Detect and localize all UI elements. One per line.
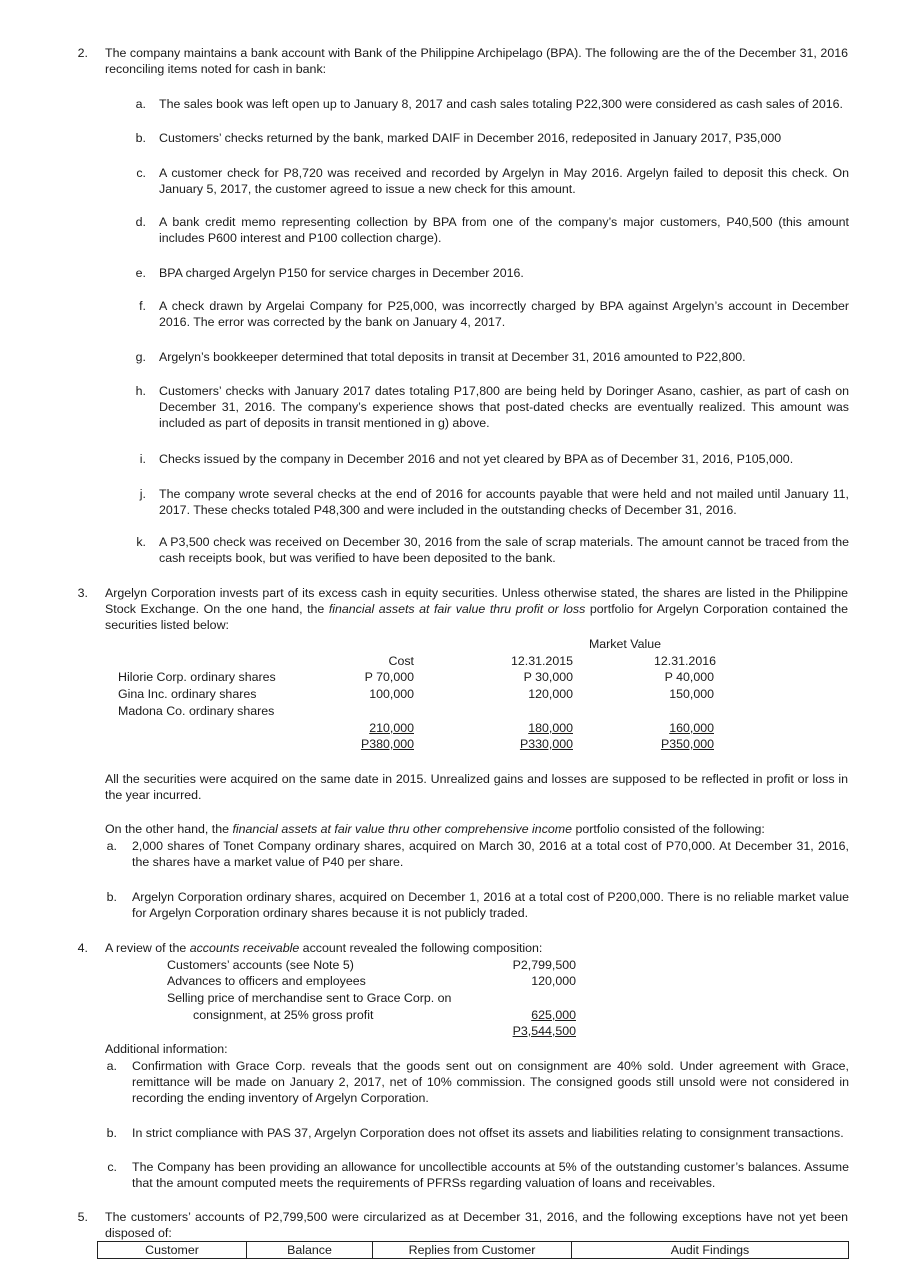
item-4a-letter: a. bbox=[106, 1059, 117, 1073]
security-cost: P 70,000 bbox=[364, 670, 414, 684]
total-cost: P380,000 bbox=[360, 737, 414, 751]
item-5-text: The customers’ accounts of P2,799,500 were circularized as at December 31, 2016, and the following exceptions have not yet been disposed of: bbox=[105, 1210, 848, 1240]
item-3-note: All the securities were acquired on the same date in 2015. Unrealized gains and losses are supposed to be reflected in profit or loss in the year incurred. bbox=[105, 772, 848, 802]
ar-total: P3,544,500 bbox=[512, 1024, 576, 1038]
col-customer: Customer bbox=[98, 1242, 247, 1259]
item-4b-text: In strict compliance with PAS 37, Argelyn Corporation does not offset its assets and liabilities relating to consignment transactions. bbox=[132, 1126, 844, 1140]
ar-row-label: consignment, at 25% gross profit bbox=[193, 1008, 374, 1022]
item-2g-letter: g. bbox=[135, 350, 146, 364]
security-name: Madona Co. ordinary shares bbox=[118, 704, 275, 718]
item-4c-letter: c. bbox=[107, 1160, 117, 1174]
item-2f-letter: f. bbox=[139, 299, 146, 313]
item-2f-text: A check drawn by Argelai Company for P25,000, was incorrectly charged by BPA against Argelyn’s account in December 2016. The error was corrected by the bank on January 4, 2017. bbox=[159, 299, 849, 329]
item-3-number: 3. bbox=[77, 586, 88, 600]
security-name: Gina Inc. ordinary shares bbox=[118, 687, 257, 701]
ar-row-amount: 120,000 bbox=[531, 974, 576, 988]
item-4-intro: A review of the accounts receivable account revealed the following composition: bbox=[105, 941, 543, 955]
total-mv2015: P330,000 bbox=[519, 737, 573, 751]
item-2d-text: A bank credit memo representing collection by BPA from one of the company’s major customers, P40,500 (this amount includes P600 interest and P100 collection charge). bbox=[159, 215, 849, 245]
item-4a-text: Confirmation with Grace Corp. reveals that the goods sent out on consignment are 40% sold. Under agreement with Grace, remittance will be made on January 2, 2017, net of 10% commission. The consigned goods still unsold were not considered in recording the ending inventory of Argelyn Corporation. bbox=[132, 1059, 849, 1105]
item-2h-letter: h. bbox=[135, 384, 146, 398]
col-2015-header: 12.31.2015 bbox=[510, 654, 573, 668]
item-2-intro: The company maintains a bank account with Bank of the Philippine Archipelago (BPA). The following are the of the December 31, 2016 reconciling items noted for cash in bank: bbox=[105, 46, 848, 76]
item-2d-letter: d. bbox=[135, 215, 146, 229]
security-cost: 100,000 bbox=[369, 687, 414, 701]
col-balance: Balance bbox=[247, 1242, 373, 1259]
item-2h-text: Customers’ checks with January 2017 dates totaling P17,800 are being held by Doringer Asano, cashier, as part of cash on December 31, 2016. The company’s experience shows that post-dated checks are eventually realized. This amount was included as part of deposits in transit mentioned in g) above. bbox=[159, 384, 849, 430]
item-2c-text: A customer check for P8,720 was received and recorded by Argelyn in May 2016. Argelyn failed to deposit this check. On January 5, 2017, the customer agreed to issue a new check for this amount. bbox=[159, 166, 849, 196]
ar-row-amount: 625,000 bbox=[531, 1008, 576, 1022]
item-4-number: 4. bbox=[77, 941, 88, 955]
item-3a-text: 2,000 shares of Tonet Company ordinary shares, acquired on March 30, 2016 at a total cost of P70,000. At December 31, 2016, the shares have a market value of P40 per share. bbox=[132, 839, 849, 869]
item-3a-letter: a. bbox=[106, 839, 117, 853]
item-2-number: 2. bbox=[77, 46, 88, 60]
item-2e-letter: e. bbox=[135, 266, 146, 280]
item-2i-letter: i. bbox=[139, 452, 146, 466]
item-3b-letter: b. bbox=[106, 890, 117, 904]
additional-info-label: Additional information: bbox=[105, 1042, 228, 1056]
item-2j-text: The company wrote several checks at the end of 2016 for accounts payable that were held and not mailed until January 11, 2017. These checks totaled P48,300 and were included in the outstanding checks of December 31, 2016. bbox=[159, 487, 849, 517]
security-name: Hilorie Corp. ordinary shares bbox=[118, 670, 276, 684]
ar-row-amount: P2,799,500 bbox=[512, 958, 576, 972]
market-value-header: Market Value bbox=[588, 637, 662, 651]
col-2016-header: 12.31.2016 bbox=[653, 654, 716, 668]
item-2e-text: BPA charged Argelyn P150 for service charges in December 2016. bbox=[159, 266, 524, 280]
item-2k-letter: k. bbox=[136, 535, 146, 549]
item-4b-letter: b. bbox=[106, 1126, 117, 1140]
security-mv2016: 160,000 bbox=[669, 721, 714, 735]
ar-row-label: Customers’ accounts (see Note 5) bbox=[167, 958, 354, 972]
col-cost-header: Cost bbox=[388, 654, 414, 668]
item-5-number: 5. bbox=[77, 1210, 88, 1224]
ar-row-label: Advances to officers and employees bbox=[167, 974, 366, 988]
total-mv2016: P350,000 bbox=[660, 737, 714, 751]
security-mv2015: P 30,000 bbox=[523, 670, 573, 684]
item-2b-text: Customers’ checks returned by the bank, marked DAIF in December 2016, redeposited in January 2017, P35,000 bbox=[159, 131, 782, 145]
item-3-other-intro: On the other hand, the financial assets at fair value thru other comprehensive income portfolio consisted of the following: bbox=[105, 822, 765, 836]
item-3-intro: Argelyn Corporation invests part of its excess cash in equity securities. Unless otherwise stated, the shares are listed in the Philippine Stock Exchange. On the one hand, the financial assets at fair value thru profit or loss portfolio for Argelyn Corporation contained the securities listed below: bbox=[105, 586, 848, 632]
item-2c-letter: c. bbox=[136, 166, 146, 180]
security-cost: 210,000 bbox=[369, 721, 414, 735]
item-4c-text: The Company has been providing an allowance for uncollectible accounts at 5% of the outstanding customer’s balances. Assume that the amount computed meets the requirements of PFRSs regarding valuation of loans and receivables. bbox=[132, 1160, 849, 1190]
exceptions-table bbox=[97, 1241, 849, 1259]
table-header-row bbox=[98, 1242, 849, 1259]
item-2j-letter: j. bbox=[139, 487, 146, 501]
col-audit-findings: Audit Findings bbox=[572, 1242, 849, 1259]
ar-row-label: Selling price of merchandise sent to Grace Corp. on bbox=[167, 991, 452, 1005]
item-2b-letter: b. bbox=[135, 131, 146, 145]
item-2k-text: A P3,500 check was received on December 30, 2016 from the sale of scrap materials. The amount cannot be traced from the cash receipts book, but was verified to have been deposited to the bank. bbox=[159, 535, 849, 565]
security-mv2015: 180,000 bbox=[528, 721, 573, 735]
security-mv2016: 150,000 bbox=[669, 687, 714, 701]
item-2a-text: The sales book was left open up to January 8, 2017 and cash sales totaling P22,300 were considered as cash sales of 2016. bbox=[159, 97, 843, 111]
item-2a-letter: a. bbox=[135, 97, 146, 111]
item-2i-text: Checks issued by the company in December 2016 and not yet cleared by BPA as of December 31, 2016, P105,000. bbox=[159, 452, 794, 466]
item-2g-text: Argelyn’s bookkeeper determined that total deposits in transit at December 31, 2016 amounted to P22,800. bbox=[159, 350, 746, 364]
item-3b-text: Argelyn Corporation ordinary shares, acquired on December 1, 2016 at a total cost of P200,000. There is no reliable market value for Argelyn Corporation ordinary shares because it is not publicly traded. bbox=[132, 890, 849, 920]
col-replies: Replies from Customer bbox=[373, 1242, 572, 1259]
security-mv2016: P 40,000 bbox=[664, 670, 714, 684]
security-mv2015: 120,000 bbox=[528, 687, 573, 701]
